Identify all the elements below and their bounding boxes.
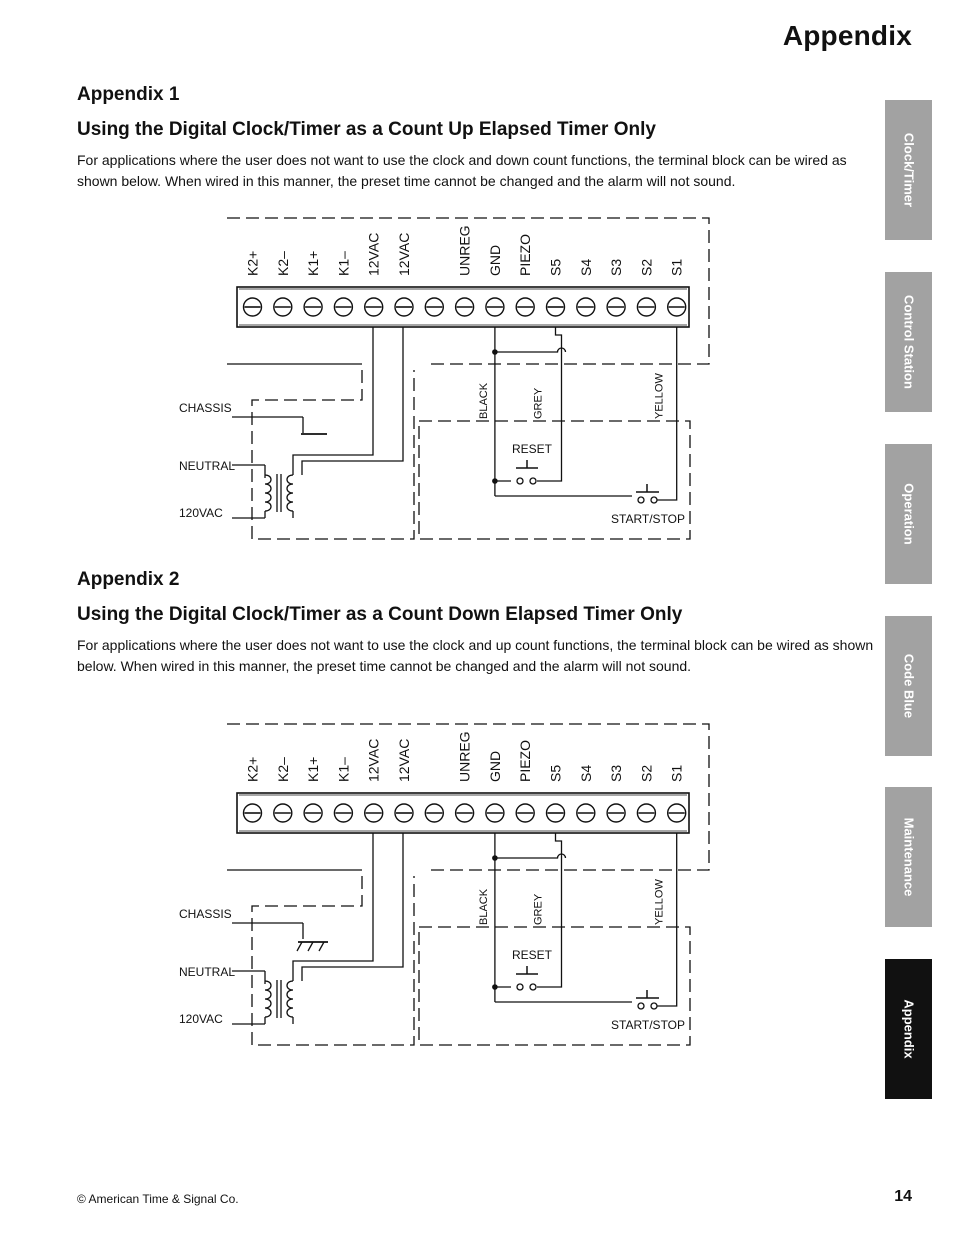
terminal-label: S4: [577, 258, 594, 276]
appendix-1-heading: Appendix 1: [77, 84, 180, 105]
ground-symbol-tick: [297, 942, 302, 951]
startstop-label: START/STOP: [611, 1018, 686, 1032]
terminal-label: K1+: [305, 756, 322, 782]
page-number: 14: [894, 1188, 912, 1205]
appendix-1-section: [77, 84, 875, 192]
terminal-label: GND: [486, 750, 503, 782]
terminal-label: S5: [547, 258, 564, 276]
terminal-label: K2–: [274, 251, 291, 276]
appendix-2-subheading: Using the Digital Clock/Timer as a Count Down Elapsed Timer Only: [77, 604, 683, 625]
transformer-secondary-coil: [287, 475, 293, 511]
terminal-label: UNREG: [456, 731, 473, 782]
transformer-primary-coil: [265, 981, 271, 1017]
wire-label-grey: GREY: [532, 893, 545, 925]
terminal-label: 12VAC: [365, 232, 382, 276]
wire-label-black: BLACK: [477, 888, 490, 925]
wire-gnd-bridge: [495, 854, 566, 858]
neutral-label: NEUTRAL: [179, 965, 236, 979]
wire-s5-jog: [556, 327, 562, 345]
wiring-diagram-2: [170, 714, 720, 1049]
transformer-secondary-coil: [287, 981, 293, 1017]
wire-12vac-a: [293, 327, 373, 475]
startstop-contact: [638, 1003, 644, 1009]
wire-label-black: BLACK: [477, 382, 490, 419]
terminal-label: 12VAC: [365, 738, 382, 782]
reset-contact: [517, 478, 523, 484]
startstop-label: START/STOP: [611, 512, 686, 526]
appendix-2-body: For applications where the user does not want to use the clock and up count functions, the terminal block can be wired as shown below. When wired in this manner, the preset time cannot be changed and the alarm will not sound.: [77, 637, 874, 674]
wire-12vac-a: [293, 833, 373, 981]
tab-clock-timer[interactable]: Clock/Timer: [885, 100, 932, 240]
startstop-contact: [638, 497, 644, 503]
startstop-contact: [651, 1003, 657, 1009]
terminal-label: S3: [608, 258, 625, 276]
ground-symbol-tick: [319, 942, 324, 951]
terminal-label: PIEZO: [517, 739, 534, 782]
wire-gnd-bridge: [495, 348, 566, 352]
terminal-label: K1–: [335, 251, 352, 276]
chassis-label: CHASSIS: [179, 907, 232, 921]
terminal-label: S2: [638, 258, 655, 276]
tab-maintenance[interactable]: Maintenance: [885, 787, 932, 927]
appendix-2-section: [77, 569, 875, 677]
wire-12vac-b: [302, 327, 403, 475]
terminal-label: S3: [608, 764, 625, 782]
copyright: © American Time & Signal Co.: [77, 1192, 239, 1206]
wire-label-yellow: YELLOW: [653, 373, 666, 419]
reset-contact: [517, 984, 523, 990]
ground-symbol-tick: [308, 942, 313, 951]
terminal-label: S4: [577, 764, 594, 782]
wire-s5-jog: [556, 833, 562, 851]
transformer-primary-coil: [265, 475, 271, 511]
terminal-label: K1–: [335, 757, 352, 782]
reset-label: RESET: [512, 442, 553, 456]
120vac-label: 120VAC: [179, 1012, 223, 1026]
tab-appendix[interactable]: Appendix: [885, 959, 932, 1099]
tab-code-blue[interactable]: Code Blue: [885, 616, 932, 756]
wire-12vac-b: [302, 833, 403, 981]
neutral-label: NEUTRAL: [179, 459, 236, 473]
wire-label-yellow: YELLOW: [653, 879, 666, 925]
terminal-label: K2+: [244, 756, 261, 782]
terminal-label: S2: [638, 764, 655, 782]
terminal-label: S1: [668, 764, 685, 782]
terminal-label: K2+: [244, 250, 261, 276]
terminal-label: K1+: [305, 250, 322, 276]
wire-label-grey: GREY: [532, 387, 545, 419]
reset-label: RESET: [512, 948, 553, 962]
terminal-label: 12VAC: [396, 232, 412, 276]
terminal-label: S5: [547, 764, 564, 782]
terminal-label: S1: [668, 258, 685, 276]
wiring-diagram-2-svg: [170, 714, 720, 1049]
page-title: Appendix: [782, 20, 912, 51]
tab-operation[interactable]: Operation: [885, 444, 932, 584]
tab-control-station[interactable]: Control Station: [885, 272, 932, 412]
terminal-label: UNREG: [456, 225, 473, 276]
120vac-label: 120VAC: [179, 506, 223, 520]
terminal-label: PIEZO: [517, 233, 534, 276]
chassis-label: CHASSIS: [179, 401, 232, 415]
appendix-2-heading: Appendix 2: [77, 569, 180, 590]
terminal-label: 12VAC: [396, 738, 412, 782]
wiring-diagram-1: [170, 208, 720, 543]
terminal-label: GND: [486, 244, 503, 276]
reset-contact: [530, 984, 536, 990]
appendix-1-subheading: Using the Digital Clock/Timer as a Count Up Elapsed Timer Only: [77, 119, 656, 140]
appendix-1-body: For applications where the user does not want to use the clock and down count functions, the terminal block can be wired as shown below. When wired in this manner, the preset time cannot be changed and the alarm will not sound.: [77, 152, 847, 189]
wiring-diagram-1-svg: [170, 208, 720, 543]
terminal-label: K2–: [274, 757, 291, 782]
startstop-contact: [651, 497, 657, 503]
reset-contact: [530, 478, 536, 484]
